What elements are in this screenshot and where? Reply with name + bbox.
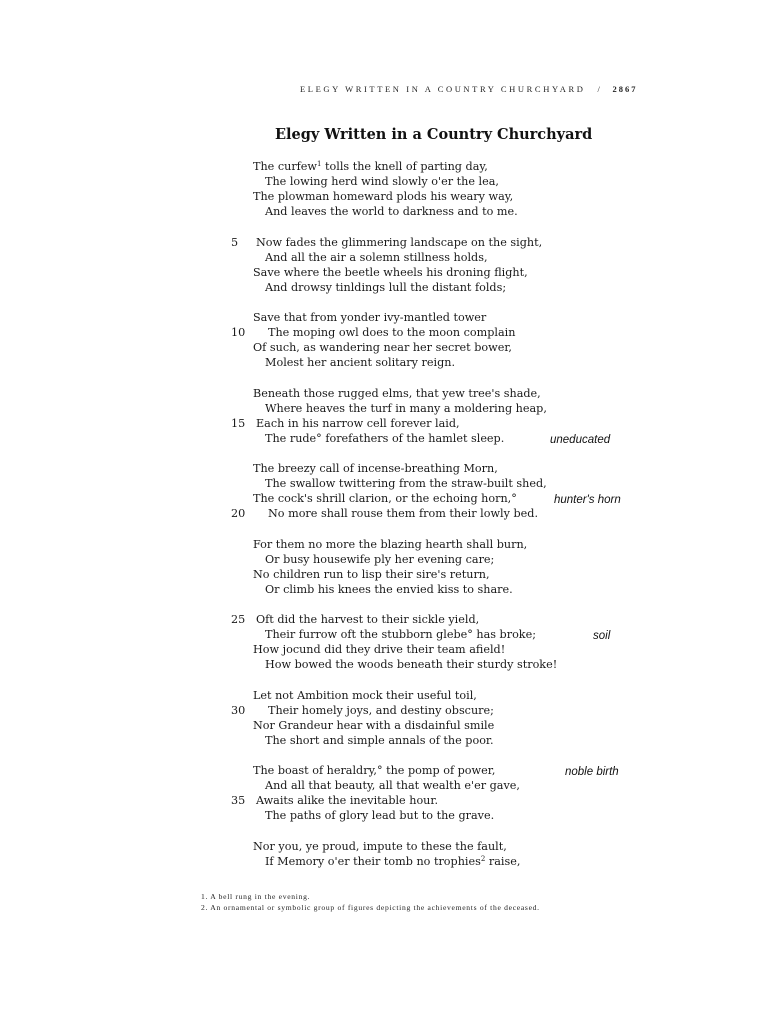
running-head-title: ELEGY WRITTEN IN A COUNTRY CHURCHYARD xyxy=(300,84,586,94)
poem-line xyxy=(256,236,542,250)
poem-line xyxy=(265,432,504,446)
margin-gloss: uneducated xyxy=(550,433,611,446)
poem-line xyxy=(253,689,477,703)
poem-line xyxy=(253,387,541,401)
poem-line xyxy=(268,507,538,521)
poem-line-text: Of such, as wandering near her secret bower, xyxy=(253,341,512,355)
poem-line-text: The cock's shrill clarion, or the echoing horn,° xyxy=(253,492,517,506)
running-head-separator: / xyxy=(597,84,603,94)
poem-line-text: Let not Ambition mock their useful toil, xyxy=(253,688,477,702)
poem-line-text: If Memory o'er their tomb no trophies xyxy=(265,854,481,868)
poem-line xyxy=(268,326,515,340)
poem-line xyxy=(253,341,512,355)
line-number: 30 xyxy=(231,703,246,717)
poem-line xyxy=(265,477,547,491)
poem-line-text-continued: raise, xyxy=(485,854,521,868)
poem-line xyxy=(265,175,499,189)
poem-line xyxy=(253,266,528,280)
poem-line-text: Nor Grandeur hear with a disdainful smile xyxy=(253,718,495,732)
footnote: 2. An ornamental or symbolic group of figures depicting the achievements of the deceased. xyxy=(201,903,540,912)
line-number: 15 xyxy=(231,416,246,430)
poem-line-text: Their homely joys, and destiny obscure; xyxy=(268,703,494,717)
poem-line-text: The lowing herd wind slowly o'er the lea, xyxy=(265,175,499,189)
poem-line xyxy=(253,190,513,204)
poem-line-text: How jocund did they drive their team afield! xyxy=(253,643,506,657)
poem-line-text: Beneath those rugged elms, that yew tree's shade, xyxy=(253,386,541,400)
poem-line-text: The paths of glory lead but to the grave. xyxy=(265,809,495,823)
poem-line-text: The curfew xyxy=(253,160,318,173)
poem-line-text: Where heaves the turf in many a moldering heap, xyxy=(265,401,547,415)
poem-line xyxy=(265,205,518,219)
poem-line-text: For them no more the blazing hearth shall burn, xyxy=(253,537,528,551)
footnote: 1. A bell rung in the evening. xyxy=(201,892,311,901)
line-number: 20 xyxy=(231,507,246,521)
poem-line-text: The moping owl does to the moon complain xyxy=(268,326,516,340)
poem-line xyxy=(265,356,455,370)
poem-line-text: Awaits alike the inevitable hour. xyxy=(256,794,439,808)
page-number: 2867 xyxy=(612,84,638,94)
poem-line-text: Now fades the glimmering landscape on the sight, xyxy=(256,235,543,249)
poem-line xyxy=(265,734,494,748)
poem-line xyxy=(253,764,495,778)
poem-line-text: The boast of heraldry,° the pomp of power, xyxy=(253,764,496,777)
poem-line xyxy=(265,583,513,597)
poem-line-text: And drowsy tinldings lull the distant folds; xyxy=(265,280,507,294)
poem-line xyxy=(253,568,490,582)
poem-line-text-continued: tolls the knell of parting day, xyxy=(321,160,488,173)
margin-gloss: noble birth xyxy=(565,766,619,778)
poem-line xyxy=(253,492,517,506)
poem-line-text: Nor you, ye proud, impute to these the fault, xyxy=(253,839,507,853)
poem-line xyxy=(265,553,494,567)
poem-line-text: No children run to lisp their sire's return, xyxy=(253,567,490,581)
running-head xyxy=(300,84,637,94)
poem-line xyxy=(265,628,536,642)
poem-line-text: Each in his narrow cell forever laid, xyxy=(256,416,460,430)
poem-line xyxy=(253,719,494,733)
margin-gloss: hunter's horn xyxy=(554,494,621,507)
footnote-marker: 1 xyxy=(317,160,322,168)
poem-line-text: The short and simple annals of the poor. xyxy=(265,733,494,747)
poem-line-text: The breezy call of incense-breathing Morn, xyxy=(253,462,498,475)
poem-line xyxy=(256,794,438,808)
poem-line xyxy=(253,643,505,657)
poem-line-text: The swallow twittering from the straw-built shed, xyxy=(265,477,547,491)
poem-line xyxy=(253,160,488,174)
footnote-marker: 2 xyxy=(480,854,486,863)
line-number: 10 xyxy=(231,326,246,340)
poem-line-text: Or climb his knees the envied kiss to share. xyxy=(265,582,513,596)
poem-line-text: Their furrow oft the stubborn glebe° has broke; xyxy=(265,628,536,642)
poem-line xyxy=(253,840,507,854)
poem-line xyxy=(265,809,494,823)
poem-line-text: And leaves the world to darkness and to me. xyxy=(265,205,518,219)
line-number: 25 xyxy=(231,613,246,626)
poem-line xyxy=(265,658,557,672)
poem-line xyxy=(253,311,486,325)
poem-line xyxy=(253,462,498,476)
poem-line xyxy=(265,402,547,416)
poem-line xyxy=(256,613,479,627)
poem-line-text: Oft did the harvest to their sickle yield, xyxy=(256,613,480,626)
margin-gloss: soil xyxy=(593,630,611,643)
line-number: 35 xyxy=(231,794,246,808)
poem-line-text: And all that beauty, all that wealth e'er gave, xyxy=(265,779,520,793)
poem-line xyxy=(256,417,460,431)
poem-title: Elegy Written in a Country Churchyard xyxy=(275,126,593,143)
poem-line-text: How bowed the woods beneath their sturdy stroke! xyxy=(265,658,558,672)
poem-line xyxy=(253,538,527,552)
poem-line xyxy=(265,855,520,869)
poem-line xyxy=(265,251,488,265)
line-number: 5 xyxy=(231,235,239,249)
poem-line-text: Molest her ancient solitary reign. xyxy=(265,356,456,370)
footnotes xyxy=(201,891,540,913)
poem-line xyxy=(268,704,494,718)
poem-line-text: And all the air a solemn stillness holds, xyxy=(265,250,488,264)
poem-line-text: Save where the beetle wheels his droning flight, xyxy=(253,265,528,279)
poem-line-text: Or busy housewife ply her evening care; xyxy=(265,552,495,566)
poem-line-text: Save that from yonder ivy-mantled tower xyxy=(253,311,487,324)
poem-line-text: The rude° forefathers of the hamlet sleep. xyxy=(265,431,505,445)
poem-line-text: No more shall rouse them from their lowly bed. xyxy=(268,507,539,521)
poem-line xyxy=(265,281,506,295)
poem-line xyxy=(265,779,520,793)
poem-line-text: The plowman homeward plods his weary way, xyxy=(253,190,514,204)
